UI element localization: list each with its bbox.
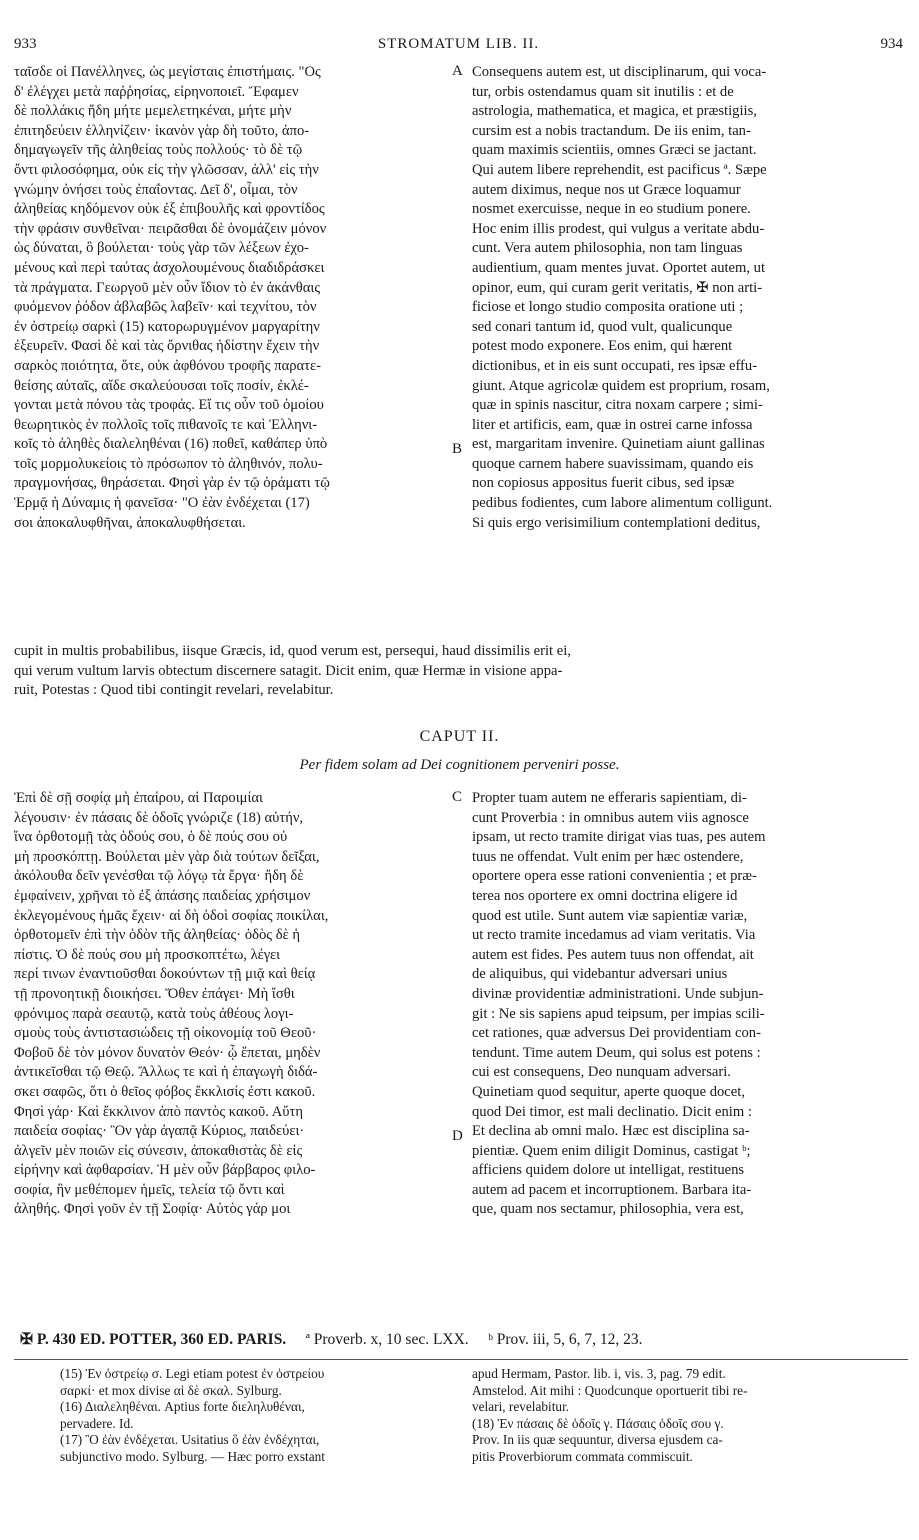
reference-line	[20, 1330, 643, 1349]
greek-text-line: φυόμενον ῥόδον ἀβλαβῶς λαβεῖν· καὶ τεχνίτου, τὸν	[14, 299, 317, 316]
greek-text-line: ὡς δύναται, ὃ βούλεται· τοὺς γὰρ τῶν λέξεων ἐχο-	[14, 240, 309, 257]
latin-column-1	[472, 63, 908, 533]
greek-text-line: σαρκὸς ποιότητα, ὅτε, οὐκ ἀφθόνου τροφῆς παρατε-	[14, 357, 322, 374]
reference-note-a: ª Proverb. x, 10 sec. LXX.	[305, 1331, 469, 1348]
latin-text-line: potest modo exponere. Eos enim, qui hærent	[472, 338, 733, 355]
latin-text-line: tendunt. Time autem Deum, qui solus est potens :	[472, 1044, 761, 1061]
footnote-line: (15) Ἐν ὀστρείῳ σ. Legi etiam potest ἐν ὀστρείου	[60, 1366, 325, 1381]
greek-text-line: γνώμην ὀνήσει τοὺς ἐπαΐοντας. Δεῖ δ', οἶμαι, τὸν	[14, 181, 298, 198]
greek-text-line: ἵνα ὀρθοτομῇ τὰς ὁδούς σου, ὁ δὲ πούς σου οὐ	[14, 829, 288, 846]
latin-text-line: Quinetiam quod sequitur, aperte quoque docet,	[472, 1083, 745, 1100]
greek-text-line: δὲ πολλάκις ἤδη μήτε μεμελετηκέναι, μήτε μὴν	[14, 103, 292, 120]
page-header	[14, 36, 903, 58]
greek-text-line: Ἑρμᾷ ἡ Δύναμις ἡ φανεῖσα· "Ο ἐὰν ἐνδέχεται (17)	[14, 495, 310, 512]
greek-text-line: ἐξευρεῖν. Φασὶ δὲ καὶ τὰς ὄρνιθας ἡδίστην ἔχειν τὴν	[14, 338, 320, 355]
latin-text-line: tur, orbis ostendamus quam sit inutilis : et de	[472, 83, 734, 100]
footnotes-right	[472, 1366, 908, 1466]
latin-text-line: liter et artificis, eam, quæ in ostrei carne infossa	[472, 416, 753, 433]
latin-text-line: nosmet exercuisse, neque in eo studium ponere.	[472, 201, 751, 218]
greek-text-line: Φησὶ γάρ· Καὶ ἔκκλινον ἀπὸ παντὸς κακοῦ. Αὕτη	[14, 1103, 303, 1120]
greek-text-line: φρόνιμος παρὰ σεαυτῷ, κατὰ τοὺς ἀθέους λογι-	[14, 1005, 294, 1022]
footnote-line: (17) Ὃ ἐὰν ἐνδέχεται. Usitatius ὃ ἐὰν ἐνδέχηται,	[60, 1432, 320, 1448]
footnote-line: Amstelod. Ait mihi : Quodcunque oportuerit tibi re-	[472, 1382, 748, 1398]
latin-text-line: ficiose et longo studio composita oratione uti ;	[472, 299, 744, 316]
greek-text-line: σκει σαφῶς, ὅτι ὁ θεῖος φόβος ἔκκλισίς ἐστι κακοῦ.	[14, 1083, 316, 1100]
chapter-title: CAPUT II.	[419, 728, 500, 745]
latin-text-line: oportere opera esse rationi convenientia ; et præ-	[472, 868, 757, 885]
greek-text-line: ἀληθείας κηδόμενον οὐκ ἐξ ἐπιβουλῆς καὶ φροντίδος	[14, 201, 325, 218]
latin-text-line: Si quis ergo verisimilium contemplationi deditus,	[472, 514, 761, 531]
text-line: ruit, Potestas : Quod tibi contingit revelari, revelabitur.	[14, 682, 334, 699]
running-title: STROMATUM LIB. II.	[377, 36, 540, 52]
latin-text-line: cunt Proverbia : in omnibus autem viis agnosce	[472, 809, 749, 826]
greek-text-line: περί τινων ἐναντιοῦσθαι δοκούντων τῇ μιᾷ καὶ θείᾳ	[14, 966, 316, 983]
latin-text-line: Hoc enim illis prodest, qui vulgus a veritate abdu-	[472, 220, 765, 237]
latin-text-line: autem ad pacem et incorruptionem. Barbara ita-	[472, 1181, 752, 1198]
greek-text-line: ἐν ὀστρείῳ σαρκὶ (15) κατορωρυγμένον μαργαρίτην	[14, 318, 320, 335]
latin-text-line: dictionibus, et in eis sunt occupati, res ipsæ effu-	[472, 357, 758, 374]
greek-text-line: τῇ προνοητικῇ διοικήσει. Ὅθεν ἐπάγει· Μὴ ἴσθι	[14, 985, 295, 1002]
greek-text-line: δ' ἐλέγχει μετὰ παῤῥησίας, εἰρηνοποιεῖ. Ἔφαμεν	[14, 83, 299, 100]
latin-text-line: Propter tuam autem ne efferaris sapientiam, di-	[472, 790, 747, 806]
latin-text-line: Et declina ab omni malo. Hæc est disciplina sa-	[472, 1123, 750, 1140]
page-number-left: 933	[14, 36, 37, 52]
text-line: qui verum vultum larvis obtectum discernere satagit. Dicit enim, quæ Hermæ in visione appa-	[14, 662, 563, 679]
latin-text-line: cunt. Vera autem philosophia, non tam linguas	[472, 240, 743, 257]
footnote-line: velari, revelabitur.	[472, 1399, 570, 1415]
footnote-line: σαρκί· et mox divise αἱ δὲ σκαλ. Sylburg.	[60, 1382, 282, 1398]
greek-text-line: σοι ἀποκαλυφθῆναι, ἀποκαλυφθήσεται.	[14, 514, 246, 531]
greek-text-line: ἀλγεῖν μὲν ποιῶν εἰς σύνεσιν, ἀποκαθιστὰς δὲ εἰς	[14, 1142, 303, 1159]
greek-text-line: θεωρητικὸς ἐν πολλοῖς τοῖς πιθανοῖς τε καὶ Ἑλληνι-	[14, 416, 318, 433]
latin-text-line: pedibus fodientes, cum labore alimentum colligunt.	[472, 495, 773, 512]
greek-text-line: σμοὺς τοὺς ἀντιστασιώδεις τῇ οἰκονομίᾳ τοῦ Θεοῦ·	[14, 1025, 317, 1042]
greek-text-line: τὰ πράγματα. Γεωργοῦ μὲν οὖν ἴδιον τὸ ἐν ἀκάνθαις	[14, 279, 321, 296]
greek-text-line: εἰρήνην καὶ ἀφθαρσίαν. Ἡ μὲν οὖν βάρβαρος φιλο-	[14, 1162, 316, 1179]
latin-text-line: que, quam nos sectamur, philosophia, vera est,	[472, 1201, 744, 1218]
footnote-divider	[14, 1359, 908, 1360]
full-width-paragraph	[14, 642, 908, 701]
greek-text-line: Φοβοῦ δὲ τὸν μόνον δυνατὸν Θεόν· ᾧ ἕπεται, μηδὲν	[14, 1044, 321, 1061]
latin-text-line: de aliquibus, qui videbantur adversari unius	[472, 966, 728, 983]
latin-text-line: quod est utile. Sunt autem viæ sapientiæ variæ,	[472, 907, 748, 924]
latin-text-line: audientium, quam mentes juvat. Oportet autem, ut	[472, 259, 766, 276]
latin-text-line: quod Dei timor, est mali declinatio. Dicit enim :	[472, 1103, 752, 1120]
greek-text-line: ὀρθοτομεῖν ἐπὶ τὴν ὁδὸν τῆς ἀληθείας· ὁδὸς δὲ ἡ	[14, 927, 300, 944]
latin-text-line: non copiosus appositus fuerit cibus, sed ipsæ	[472, 475, 735, 492]
greek-text-line: τὴν φράσιν συνθεῖναι· πειρᾶσθαι δὲ ὀνομάζειν μόνον	[14, 220, 327, 237]
latin-text-line: astrologia, mathematica, et magica, et præstigiis,	[472, 103, 757, 120]
greek-text-line: ὄντι φιλοσόφημα, οὐκ εἰς τὴν γλῶσσαν, ἀλλ' εἰς τὴν	[14, 161, 319, 178]
footnote-line: pitis Proverbiorum commata commiscuit.	[472, 1448, 693, 1464]
footnote-line: subjunctivo modo. Sylburg. — Hæc porro exstant	[60, 1448, 325, 1464]
latin-text-line: Qui autem libere reprehendit, est pacificus ª. Sæpe	[472, 161, 767, 178]
latin-text-line: pientiæ. Quem enim diligit Dominus, castigat ᵇ;	[472, 1142, 751, 1159]
latin-text-line: est, margaritam invenire. Quinetiam aiunt gallinas	[472, 436, 765, 453]
edition-reference: ✠ P. 430 ED. POTTER, 360 ED. PARIS.	[20, 1331, 287, 1348]
greek-text-line: πίστις. Ὁ δὲ πούς σου μὴ προσκοπτέτω, λέγει	[14, 946, 281, 963]
greek-text-line: πραγμονήσας, θηράσεται. Φησὶ γὰρ ἐν τῷ ὁράματι τῷ	[14, 475, 330, 492]
reference-note-b: ᵇ Prov. iii, 5, 6, 7, 12, 23.	[488, 1331, 643, 1348]
greek-text-line: κοῖς τὸ ἀληθὲς διαλεληθέναι (16) ποθεῖ, καθάπερ ὑπὸ	[14, 436, 328, 453]
latin-text-line: cui est consequens, Deo nunquam adversari.	[472, 1064, 731, 1081]
latin-text-line: ut recto tramite incedamus ad viam veritatis. Via	[472, 927, 756, 944]
greek-text-line: παιδεία σοφίας· Ὃν γὰρ ἀγαπᾷ Κύριος, παιδεύει·	[14, 1123, 305, 1140]
greek-text-line: τοῖς μορμολυκείοις τὸ πρόσωπον τὸ ἀληθινόν, πολυ-	[14, 455, 323, 472]
greek-text-line: σοφία, ἣν μεθέπομεν ἡμεῖς, τελεία τῷ ὄντι καὶ	[14, 1181, 285, 1198]
latin-text-line: tuus ne offendat. Vult enim per hæc ostendere,	[472, 848, 744, 865]
greek-text-line: ἐμφαίνειν, χρῆναι τὸ ἐξ ἁπάσης παιδείας χρήσιμον	[14, 887, 311, 904]
greek-column-1	[14, 63, 461, 533]
latin-text-line: sed conari tantum id, quod vult, qualicunque	[472, 318, 733, 335]
latin-text-line: Consequens autem est, ut disciplinarum, qui voca-	[472, 64, 767, 80]
greek-text-line: ἀκόλουθα δεῖν γενέσθαι τῷ λόγῳ τὰ ἔργα· ἤδη δὲ	[14, 868, 304, 885]
latin-text-line: git : Ne sis sapiens apud teipsum, per impias scili-	[472, 1005, 765, 1022]
greek-text-line: θείσης αὐταῖς, αἵδε σκαλεύουσαι τοῖς ποσίν, ἐκλέ-	[14, 377, 309, 394]
greek-text-line: ἐπιτηδεύειν ἑλληνίζειν· ἱκανὸν γὰρ δὴ τοῦτο, ἀπο-	[14, 122, 310, 139]
greek-text-line: λέγουσιν· ἐν πάσαις δὲ ὁδοῖς γνώριζε (18) αὐτήν,	[14, 809, 304, 826]
margin-marker-a: A	[452, 63, 463, 79]
margin-marker-b: B	[452, 441, 463, 457]
text-line: cupit in multis probabilibus, iisque Græcis, id, quod verum est, persequi, haud dissimilis erit ei,	[14, 643, 571, 659]
greek-text-line: ἐκλεγομένους ἡμᾶς ἔχειν· αἱ δὴ ὁδοὶ σοφίας ποικίλαι,	[14, 907, 329, 924]
latin-text-line: cet rationes, quæ adversus Dei providentiam con-	[472, 1025, 761, 1042]
footnote-line: apud Hermam, Pastor. lib. i, vis. 3, pag. 79 edit.	[472, 1366, 726, 1381]
footnote-line: pervadere. Id.	[60, 1415, 134, 1431]
latin-text-line: quoque carnem habere suavissimam, quando eis	[472, 455, 754, 472]
footnote-line: (18) Ἐν πάσαις δὲ ὁδοῖς γ. Πάσαις ὁδοῖς σου γ.	[472, 1415, 724, 1431]
latin-text-line: quam maximis scientiis, omnes Græci se jactant.	[472, 142, 757, 159]
latin-text-line: autem est fides. Pes autem tuus non offendat, ait	[472, 946, 754, 963]
latin-text-line: ipsam, ut recto tramite dirigat vias tuas, pes autem	[472, 829, 766, 846]
latin-text-line: cursim est a nobis tractandum. De iis enim, tan-	[472, 122, 751, 139]
greek-text-line: ἀληθής. Φησὶ γοῦν ἐν τῇ Σοφίᾳ· Αὐτὸς γάρ μοι	[14, 1201, 291, 1218]
footnotes-left	[60, 1366, 465, 1466]
chapter-subtitle: Per fidem solam ad Dei cognitionem perveniri posse.	[299, 757, 620, 773]
greek-column-2	[14, 789, 463, 1220]
footnote-line: (16) Διαλεληθέναι. Aptius forte διεληλυθέναι,	[60, 1399, 305, 1415]
latin-column-2	[472, 789, 908, 1220]
latin-text-line: opinor, eum, qui curam gerit veritatis, ✠ non arti-	[472, 279, 763, 296]
page-number-right: 934	[880, 36, 903, 52]
latin-text-line: autem diximus, neque nos ut Græce loquamur	[472, 181, 741, 198]
greek-text-line: μὴ προσκόπτῃ. Βούλεται μὲν γὰρ διὰ τούτων δεῖξαι,	[14, 848, 320, 865]
latin-text-line: divinæ providentiæ administrationi. Unde subjun-	[472, 985, 764, 1002]
greek-text-line: ἀντικεῖσθαι τῷ Θεῷ. Ἄλλως τε καὶ ἡ ἐπαγωγὴ διδά-	[14, 1064, 318, 1081]
margin-marker-d: D	[452, 1128, 463, 1144]
greek-text-line: δημαγωγεῖν τῆς ἀληθείας τοὺς πολλούς· τὸ δὲ τῷ	[14, 142, 303, 159]
latin-text-line: giunt. Atque agricolæ quidem est proprium, rosam,	[472, 377, 770, 394]
latin-text-line: terea nos oportere ex omni doctrina eligere id	[472, 887, 738, 904]
footnote-line: Prov. In iis quæ sequuntur, diversa ejusdem ca-	[472, 1432, 723, 1448]
greek-text-line: ταῖσδε οἱ Πανέλληνες, ὡς μεγίσταις ἐπιστήμαις. "Ος	[14, 64, 321, 80]
latin-text-line: quæ in spinis nascitur, citra noxam carpere ; simi-	[472, 397, 763, 414]
greek-text-line: Ἐπὶ δὲ σῇ σοφίᾳ μὴ ἐπαίρου, αἱ Παροιμίαι	[14, 790, 263, 806]
greek-text-line: γονται μετὰ πόνου τὰς τροφάς. Εἴ τις οὖν τοῦ ὁμοίου	[14, 397, 324, 414]
greek-text-line: μένους καὶ περὶ ταύτας ἀσχολουμένους διαδιδράσκει	[14, 259, 325, 276]
margin-marker-c: C	[452, 789, 463, 805]
latin-text-line: afficiens quidem dolore ut intelligat, restituens	[472, 1162, 745, 1179]
